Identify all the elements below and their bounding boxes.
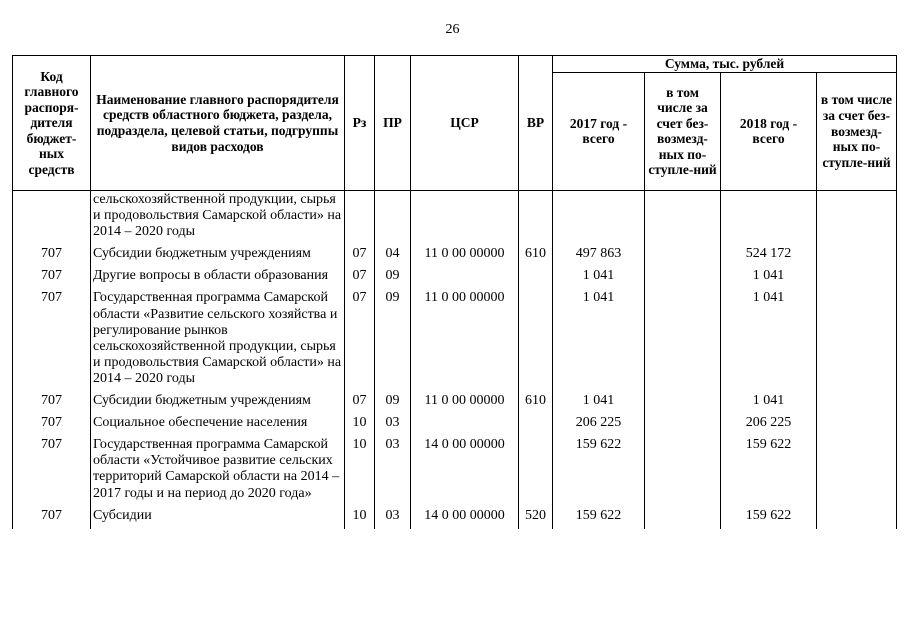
row-csr: 11 0 00 00000 [411, 392, 519, 414]
row-rz: 07 [345, 392, 375, 414]
row-rz [345, 191, 375, 246]
row-2017-free [645, 191, 721, 246]
row-vr [519, 436, 553, 506]
row-rz: 10 [345, 436, 375, 506]
row-2018-total: 1 041 [721, 392, 817, 414]
table-row [13, 289, 897, 392]
row-csr [411, 267, 519, 289]
row-vr: 610 [519, 392, 553, 414]
row-2017-total: 1 041 [553, 267, 645, 289]
row-vr [519, 191, 553, 246]
row-2018-free [817, 191, 897, 246]
row-2018-free [817, 436, 897, 506]
header-2018-total: 2018 год - всего [721, 72, 817, 190]
row-2017-total: 1 041 [553, 289, 645, 392]
header-pr: ПР [375, 56, 411, 191]
header-sum: Сумма, тыс. рублей [553, 56, 897, 73]
row-csr: 14 0 00 00000 [411, 436, 519, 506]
row-vr [519, 267, 553, 289]
row-name: Субсидии [91, 507, 345, 529]
table-row [13, 414, 897, 436]
row-vr: 520 [519, 507, 553, 529]
row-2017-total: 1 041 [553, 392, 645, 414]
row-pr: 09 [375, 267, 411, 289]
row-2018-total: 1 041 [721, 289, 817, 392]
row-2017-total: 159 622 [553, 436, 645, 506]
row-2018-free [817, 289, 897, 392]
row-code: 707 [13, 436, 91, 506]
row-2017-total: 206 225 [553, 414, 645, 436]
row-2018-free [817, 245, 897, 267]
row-name: Субсидии бюджетным учреждениям [91, 245, 345, 267]
row-2017-free [645, 267, 721, 289]
header-rz: Рз [345, 56, 375, 191]
row-2017-free [645, 436, 721, 506]
row-rz: 10 [345, 507, 375, 529]
row-pr: 09 [375, 289, 411, 392]
header-csr: ЦСР [411, 56, 519, 191]
row-pr: 03 [375, 436, 411, 506]
row-name: Социальное обеспечение населения [91, 414, 345, 436]
row-csr: 11 0 00 00000 [411, 245, 519, 267]
row-code: 707 [13, 392, 91, 414]
row-2018-free [817, 392, 897, 414]
row-2017-free [645, 414, 721, 436]
row-code [13, 191, 91, 246]
row-csr [411, 191, 519, 246]
table-row [13, 245, 897, 267]
row-name: Субсидии бюджетным учреждениям [91, 392, 345, 414]
header-name: Наименование главного распорядителя средств областного бюджета, раздела, подраздела, целевой статьи, подгруппы видов расходов [91, 56, 345, 191]
row-2018-free [817, 414, 897, 436]
row-code: 707 [13, 507, 91, 529]
budget-table [12, 55, 897, 529]
row-2018-total: 524 172 [721, 245, 817, 267]
row-2017-free [645, 507, 721, 529]
row-pr: 09 [375, 392, 411, 414]
row-name: Другие вопросы в области образования [91, 267, 345, 289]
table-row [13, 392, 897, 414]
header-code: Код главного распоря-дителя бюджет-ных средств [13, 56, 91, 191]
table-row [13, 507, 897, 529]
table-row [13, 267, 897, 289]
row-2018-free [817, 267, 897, 289]
row-2017-total [553, 191, 645, 246]
header-vr: ВР [519, 56, 553, 191]
row-code: 707 [13, 245, 91, 267]
row-2018-total [721, 191, 817, 246]
row-2017-free [645, 392, 721, 414]
row-pr: 04 [375, 245, 411, 267]
row-2017-total: 497 863 [553, 245, 645, 267]
row-csr [411, 414, 519, 436]
row-pr: 03 [375, 507, 411, 529]
row-2018-total: 1 041 [721, 267, 817, 289]
row-pr [375, 191, 411, 246]
row-2017-free [645, 289, 721, 392]
row-2018-total: 206 225 [721, 414, 817, 436]
row-2018-total: 159 622 [721, 436, 817, 506]
header-2017-total: 2017 год - всего [553, 72, 645, 190]
row-pr: 03 [375, 414, 411, 436]
row-name: Государственная программа Самарской области «Устойчивое развитие сельских территорий Самарской области на 2014 – 2017 годы и на период до 2020 года» [91, 436, 345, 506]
row-2017-free [645, 245, 721, 267]
row-rz: 07 [345, 267, 375, 289]
row-code: 707 [13, 267, 91, 289]
table-row [13, 191, 897, 246]
row-2017-total: 159 622 [553, 507, 645, 529]
table-row [13, 436, 897, 506]
row-vr [519, 414, 553, 436]
row-code: 707 [13, 414, 91, 436]
row-code: 707 [13, 289, 91, 392]
header-2018-free: в том числе за счет без-возмезд-ных по-ступле-ний [817, 72, 897, 190]
row-name: Государственная программа Самарской области «Развитие сельского хозяйства и регулирование рынков сельскохозяйственной продукции, сырья и продовольствия Самарской области» на 2014 – 2020 годы [91, 289, 345, 392]
page-number: 26 [445, 22, 460, 37]
row-csr: 14 0 00 00000 [411, 507, 519, 529]
row-vr: 610 [519, 245, 553, 267]
row-2018-total: 159 622 [721, 507, 817, 529]
row-name: сельскохозяйственной продукции, сырья и продовольствия Самарской области» на 2014 – 2020 годы [91, 191, 345, 246]
row-2018-free [817, 507, 897, 529]
row-csr: 11 0 00 00000 [411, 289, 519, 392]
header-2017-free: в том числе за счет без-возмезд-ных по-ступле-ний [645, 72, 721, 190]
row-vr [519, 289, 553, 392]
row-rz: 10 [345, 414, 375, 436]
row-rz: 07 [345, 245, 375, 267]
row-rz: 07 [345, 289, 375, 392]
